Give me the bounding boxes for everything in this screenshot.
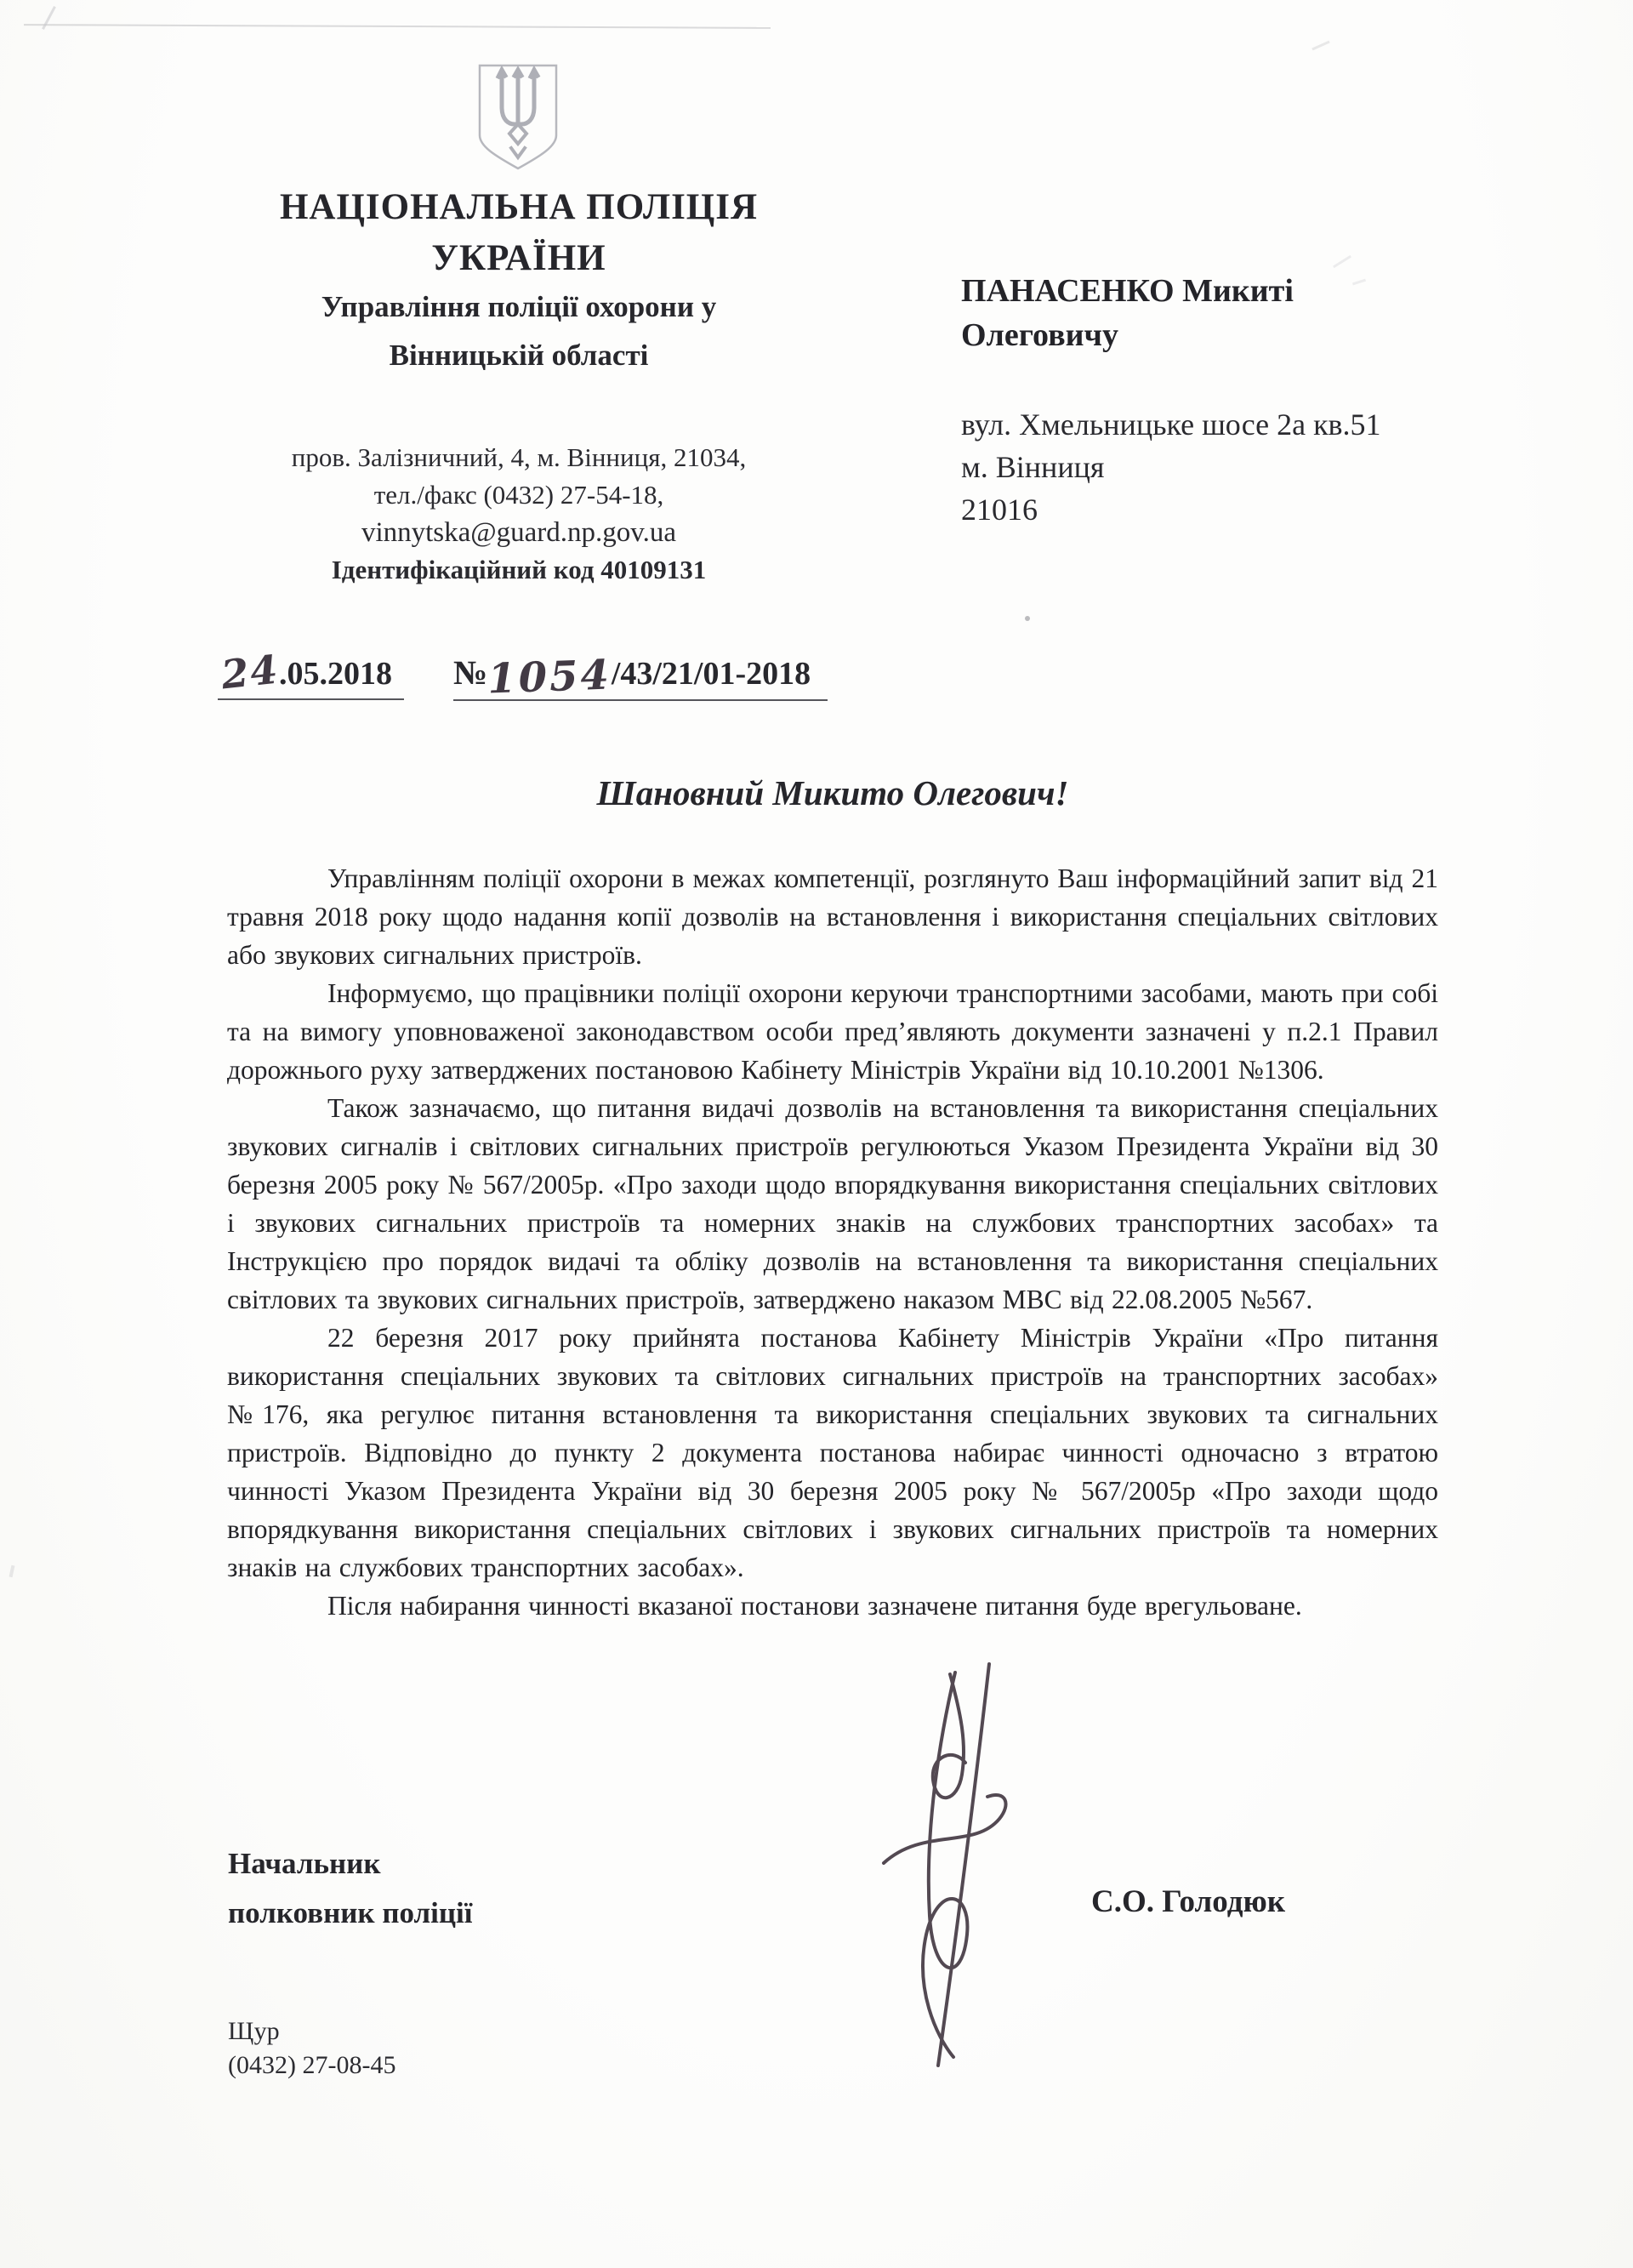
signoff-position: [228, 1839, 823, 1938]
scan-artifact-line: [24, 24, 771, 29]
org-dept-line2: Вінницькій області: [389, 339, 649, 372]
recipient-name: [961, 269, 1556, 357]
scan-speck: [9, 1565, 15, 1578]
number-sign: №: [453, 653, 488, 692]
recipient-postal-code: 21016: [961, 493, 1038, 527]
letter-body: [227, 859, 1438, 1625]
signer-name: С.О. Голодюк: [1091, 1884, 1286, 1919]
body-paragraph: Управлінням поліції охорони в межах компетенції, розглянуто Ваш інформаційний запит від 21 травня 2018 року щодо надання копії дозволів на встановлення і використання спеціальних світлових або звукових сигнальних пристроїв.: [227, 863, 1438, 970]
ukraine-trident-emblem-icon: [474, 63, 562, 172]
org-id-code: Ідентифікаційний код 40109131: [331, 555, 707, 584]
body-paragraph: Інформуємо, що працівники поліції охорони керуючи транспортними засобами, мають при собі та на вимогу уповноваженої законодавством особи пред’являють документи зазначені у п.2.1 Правил дорожнього руху затверджених постановою Кабінету Міністрів України від 10.10.2001 №1306.: [227, 978, 1438, 1085]
recipient-street: вул. Хмельницьке шосе 2а кв.51: [961, 407, 1381, 442]
doc-number-printed: /43/21/01-2018: [611, 656, 811, 692]
org-name-line2: УКРАЇНИ: [431, 238, 606, 278]
scan-speck: [1025, 616, 1030, 621]
executor-phone: (0432) 27-08-45: [228, 2051, 396, 2079]
org-name-line1: НАЦІОНАЛЬНА ПОЛІЦІЯ: [279, 187, 759, 227]
recipient-name-line2: Олеговичу: [961, 317, 1118, 353]
org-department: [213, 282, 825, 379]
doc-date: [218, 647, 404, 700]
body-paragraph: Також зазначаємо, що питання видачі дозволів на встановлення та використання спеціальних звукових сигналів і світлових сигнальних пристроїв регулюються Указом Президента України від 30 березня 2005 року № 567/2005р. «Про заходи щодо впорядкування використання спеціальних світлових і звукових сигнальних пристроїв та номерних знаків на службових транспортних засобах» та Інструкцією про порядок видачі та обліку дозволів на встановлення та використання спеціальних світлових та звукових сигнальних пристроїв, затверджено наказом МВС від 22.08.2005 №567.: [227, 1093, 1438, 1314]
org-contact-block: [213, 439, 825, 589]
org-phone-fax: тел./факс (0432) 27-54-18,: [373, 480, 664, 510]
doc-number-handwritten: 1054: [486, 651, 613, 704]
org-name: [213, 182, 825, 284]
doc-date-handwritten: 24: [219, 646, 282, 698]
org-email: vinnytska@guard.np.gov.ua: [361, 517, 677, 548]
handwritten-signature: [855, 1661, 1050, 2069]
scan-artifact-tick: [42, 6, 56, 30]
executor-name: Щур: [228, 2017, 280, 2045]
body-paragraph: Після набирання чинності вказаної постанови зазначене питання буде врегульоване.: [327, 1591, 1302, 1621]
body-paragraph: 22 березня 2017 року прийнята постанова Кабінету Міністрів України «Про питання використання спеціальних звукових та світлових сигнальних пристроїв на транспортних засобах» №176, яка регулює питання встановлення та використання спеціальних звукових та сигнальних пристроїв. Відповідно до пункту 2 документа постанова набирає чинності одночасно з втратою чинності Указом Президента України від 30 березня 2005 року № 567/2005р «Про заходи щодо впорядкування використання спеціальних світлових і звукових сигнальних пристроїв та номерних знаків на службових транспортних засобах».: [227, 1323, 1438, 1582]
pencil-mark: [1312, 41, 1329, 51]
signoff-rank: полковник поліції: [228, 1896, 473, 1929]
doc-date-printed: .05.2018: [279, 656, 393, 692]
signoff-title: Начальник: [228, 1847, 381, 1880]
doc-number: [453, 647, 828, 704]
org-dept-line1: Управління поліції охорони у: [321, 290, 717, 323]
executor-block: [228, 2014, 395, 2083]
reference-line: [218, 647, 983, 706]
salutation: Шановний Микито Олегович!: [596, 773, 1069, 812]
recipient-city: м. Вінниця: [961, 450, 1105, 484]
pencil-mark: [1333, 255, 1351, 268]
recipient-address-block: [961, 403, 1556, 531]
org-address: пров. Залізничний, 4, м. Вінниця, 21034,: [291, 442, 747, 472]
recipient-name-line1: ПАНАСЕНКО Микиті: [961, 273, 1294, 309]
